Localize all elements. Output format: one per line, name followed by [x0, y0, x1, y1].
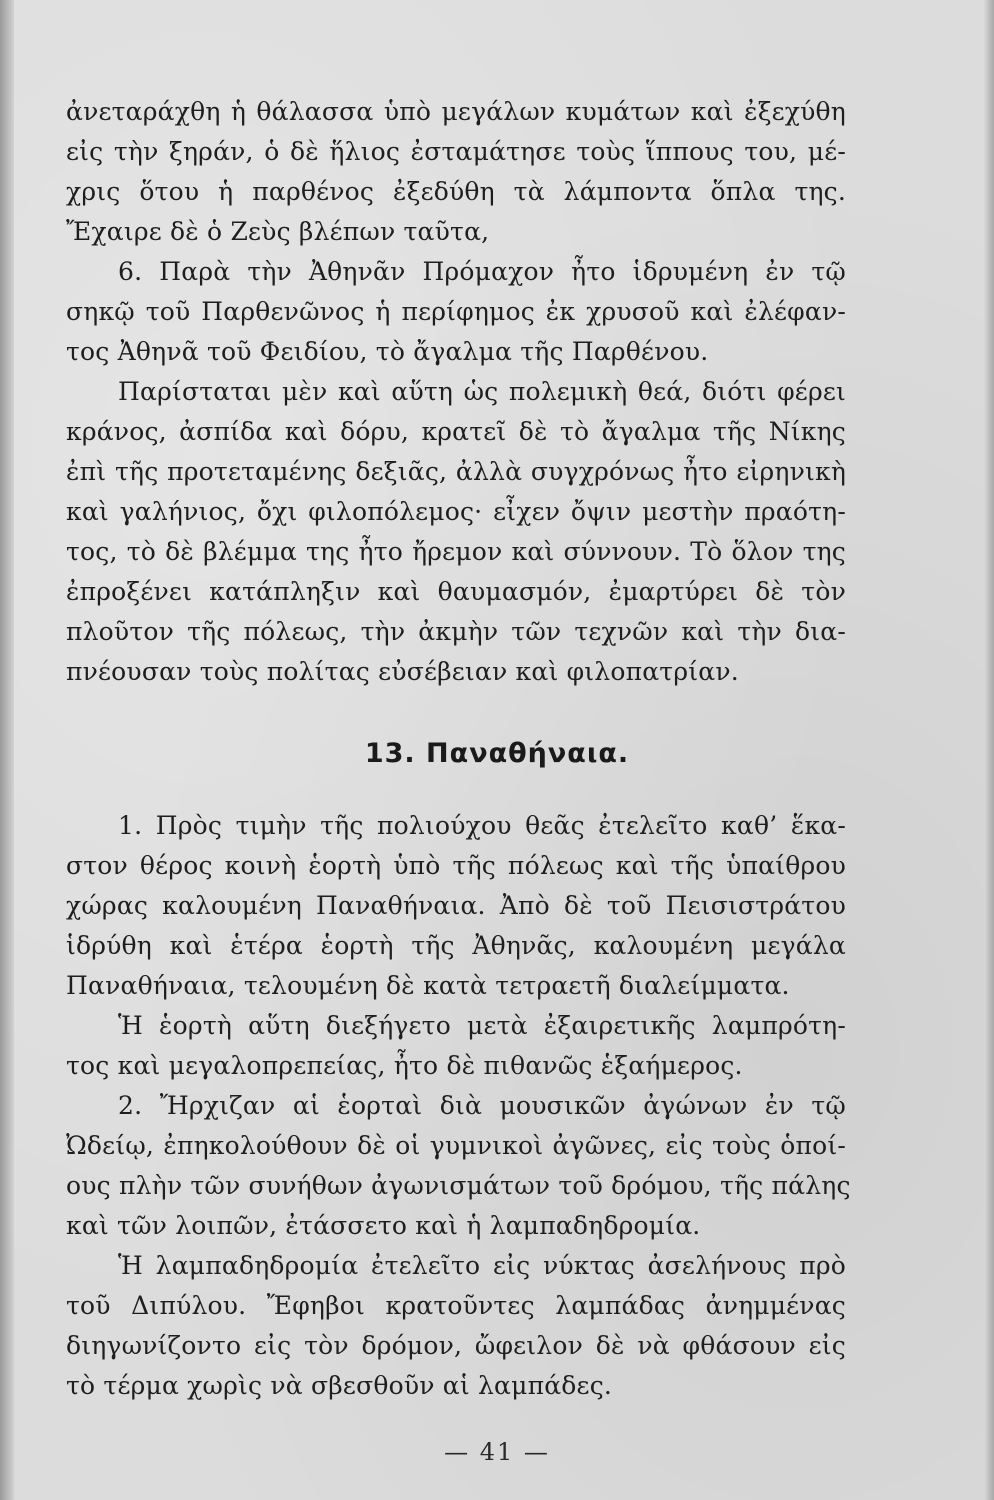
text-line: εἰς τὴν ξηράν, ὁ δὲ ἥλιος ἐσταμάτησε τοὺς ἵππους του, μέ- [66, 137, 846, 166]
text-line: ἀνεταράχθη ἡ θάλασσα ὑπὸ μεγάλων κυμάτων καὶ ἐξεχύθη [66, 97, 846, 126]
text-line: ους πλὴν τῶν συνήθων ἀγωνισμάτων τοῦ δρόμου, τῆς πάλης [66, 1171, 851, 1200]
text-line: στον θέρος κοινὴ ἑορτὴ ὑπὸ τῆς πόλεως καὶ τῆς ὑπαίθρου [66, 851, 846, 880]
chapter-heading: 13. Παναθήναια. [364, 738, 630, 769]
text-line: τος Ἀθηνᾶ τοῦ Φειδίου, τὸ ἄγαλμα τῆς Παρθένου. [66, 337, 709, 366]
text-line: ἐπροξένει κατάπληξιν καὶ θαυμασμόν, ἐμαρτύρει δὲ τὸν [66, 577, 846, 606]
text-line: χώρας καλουμένη Παναθήναια. Ἀπὸ δὲ τοῦ Πεισιστράτου [66, 891, 846, 920]
text-line: Ἔχαιρε δὲ ὁ Ζεὺς βλέπων ταῦτα, [66, 217, 490, 246]
text-line: πλοῦτον τῆς πόλεως, τὴν ἀκμὴν τῶν τεχνῶν καὶ τὴν δια- [66, 617, 846, 646]
text-line: Παρίσταται μὲν καὶ αὕτη ὡς πολεμικὴ θεά, διότι φέρει [118, 377, 846, 406]
text-line: τοῦ Διπύλου. Ἔφηβοι κρατοῦντες λαμπάδας ἀνημμένας [66, 1291, 846, 1320]
text-line: τὸ τέρμα χωρὶς νὰ σβεσθοῦν αἱ λαμπάδες. [66, 1371, 613, 1400]
text-line: 6. Παρὰ τὴν Ἀθηνᾶν Πρόμαχον ἦτο ἱδρυμένη ἐν τῷ [118, 257, 846, 286]
text-line: τος, τὸ δὲ βλέμμα της ἦτο ἤρεμον καὶ σύννουν. Τὸ ὅλον της [66, 537, 846, 566]
section-athena-text [66, 92, 846, 692]
text-line: ἐπὶ τῆς προτεταμένης δεξιᾶς, ἀλλὰ συγχρόνως ἦτο εἰρηνικὴ [66, 457, 846, 486]
section-panathenaea-text [66, 806, 851, 1406]
text-line: Ὠδείῳ, ἐπηκολούθουν δὲ οἱ γυμνικοὶ ἀγῶνες, εἰς τοὺς ὁποί- [66, 1131, 846, 1160]
text-line: 1. Πρὸς τιμὴν τῆς πολιούχου θεᾶς ἐτελεῖτο καθ’ ἕκα- [118, 811, 846, 840]
text-line: κράνος, ἀσπίδα καὶ δόρυ, κρατεῖ δὲ τὸ ἄγαλμα τῆς Νίκης [66, 417, 846, 446]
text-line: σηκῷ τοῦ Παρθενῶνος ἡ περίφημος ἐκ χρυσοῦ καὶ ἐλέφαν- [66, 297, 846, 326]
text-line: χρις ὅτου ἡ παρθένος ἐξεδύθη τὰ λάμποντα ὅπλα της. [66, 177, 846, 206]
text-line: διηγωνίζοντο εἰς τὸν δρόμον, ὤφειλον δὲ νὰ φθάσουν εἰς [66, 1331, 846, 1360]
text-line: καὶ τῶν λοιπῶν, ἐτάσσετο καὶ ἡ λαμπαδηδρομία. [66, 1211, 701, 1240]
text-line: Ἡ ἑορτὴ αὕτη διεξήγετο μετὰ ἐξαιρετικῆς λαμπρότη- [118, 1011, 846, 1040]
page-number: — 41 — [444, 1438, 550, 1466]
text-line: 2. Ἤρχιζαν αἱ ἑορταὶ διὰ μουσικῶν ἀγώνων ἐν τῷ [118, 1091, 846, 1120]
text-line: τος καὶ μεγαλοπρεπείας, ἦτο δὲ πιθανῶς ἑξαήμερος. [66, 1051, 743, 1080]
text-line: καὶ γαλήνιος, ὄχι φιλοπόλεμος· εἶχεν ὄψιν μεστὴν πραότη- [66, 497, 846, 526]
text-line: πνέουσαν τοὺς πολίτας εὐσέβειαν καὶ φιλοπατρίαν. [66, 657, 739, 686]
text-line: Ἡ λαμπαδηδρομία ἐτελεῖτο εἰς νύκτας ἀσελήνους πρὸ [118, 1251, 846, 1280]
text-line: Παναθήναια, τελουμένη δὲ κατὰ τετραετῆ διαλείμματα. [66, 971, 790, 1000]
text-line: ἱδρύθη καὶ ἑτέρα ἑορτὴ τῆς Ἀθηνᾶς, καλουμένη μεγάλα [66, 931, 846, 960]
